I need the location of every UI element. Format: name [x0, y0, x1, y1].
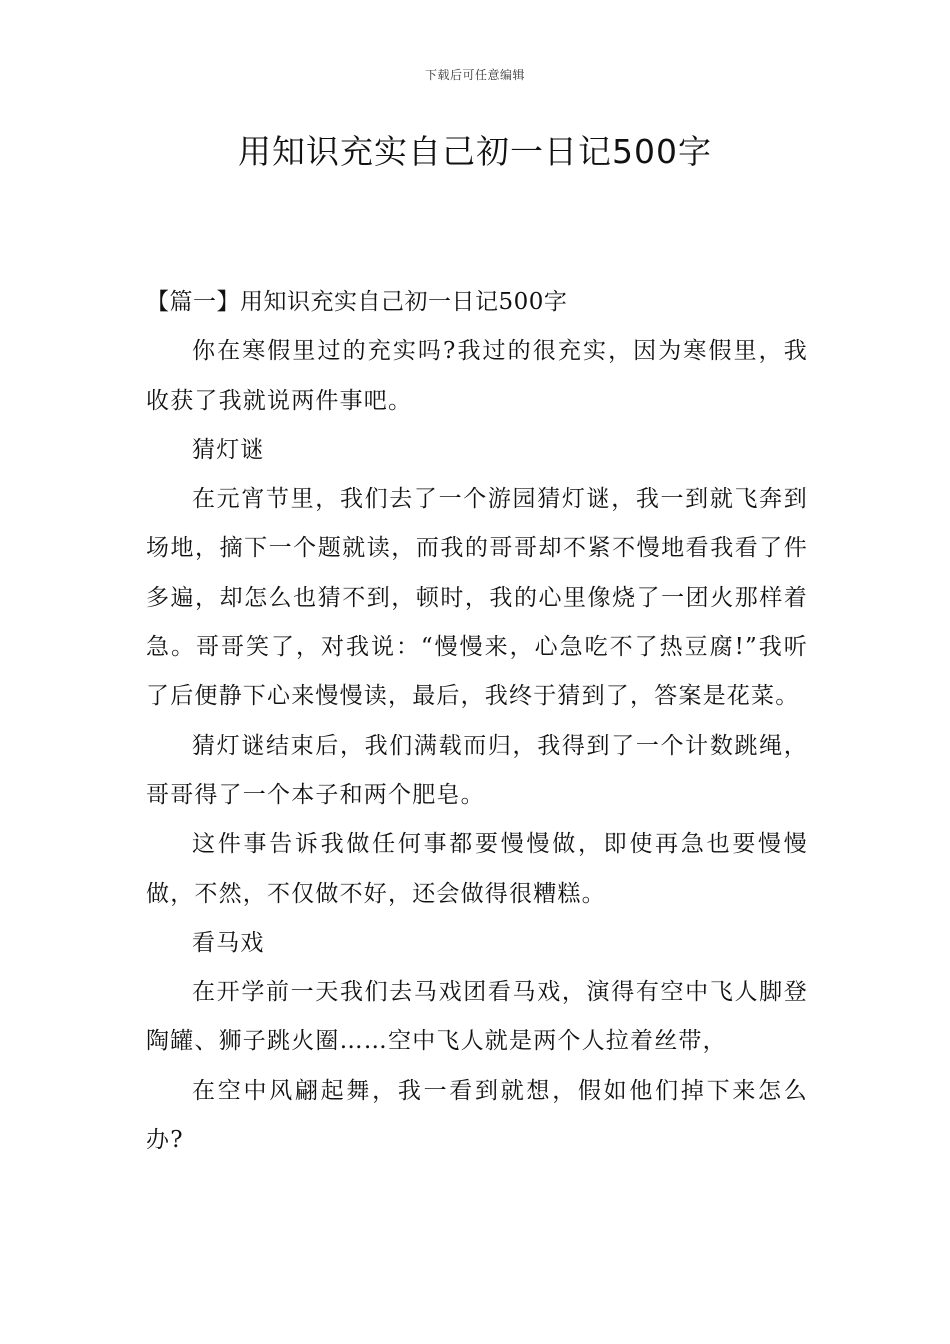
subheading-circus: 看马戏	[192, 929, 265, 956]
section-heading: 【篇一】用知识充实自己初一日记500字	[146, 289, 568, 315]
paragraph-circus-story: 在开学前一天我们去马戏团看马戏，演得有空中飞人脚登陶罐、狮子跳火圈……空中飞人就是两个人拉着丝带，	[146, 979, 808, 1055]
paragraph-intro: 你在寒假里过的充实吗?我过的很充实，因为寒假里，我收获了我就说两件事吧。	[146, 338, 808, 414]
subheading-riddles: 猜灯谜	[192, 436, 265, 463]
document-body	[146, 278, 808, 1165]
paragraph-circus-thought: 在空中风翩起舞，我一看到就想，假如他们掉下来怎么办?	[146, 1077, 808, 1154]
paragraph-riddles-story: 在元宵节里，我们去了一个游园猜灯谜，我一到就飞奔到场地，摘下一个题就读，而我的哥哥却不紧不慢地看我看了件多遍，却怎么也猜不到，顿时，我的心里像烧了一团火那样着急。哥哥笑了，对我说：“慢慢来，心急吃不了热豆腐!”我听了后便静下心来慢慢读，最后，我终于猜到了，答案是花菜。	[146, 486, 808, 710]
header-note: 下载后可任意编辑	[424, 68, 525, 82]
paragraph-riddles-lesson: 这件事告诉我做任何事都要慢慢做，即使再急也要慢慢做，不然，不仅做不好，还会做得很糟糕。	[146, 831, 808, 907]
document-title: 用知识充实自己初一日记500字	[238, 132, 712, 171]
paragraph-riddles-result: 猜灯谜结束后，我们满载而归，我得到了一个计数跳绳，哥哥得了一个本子和两个肥皂。	[146, 732, 808, 808]
